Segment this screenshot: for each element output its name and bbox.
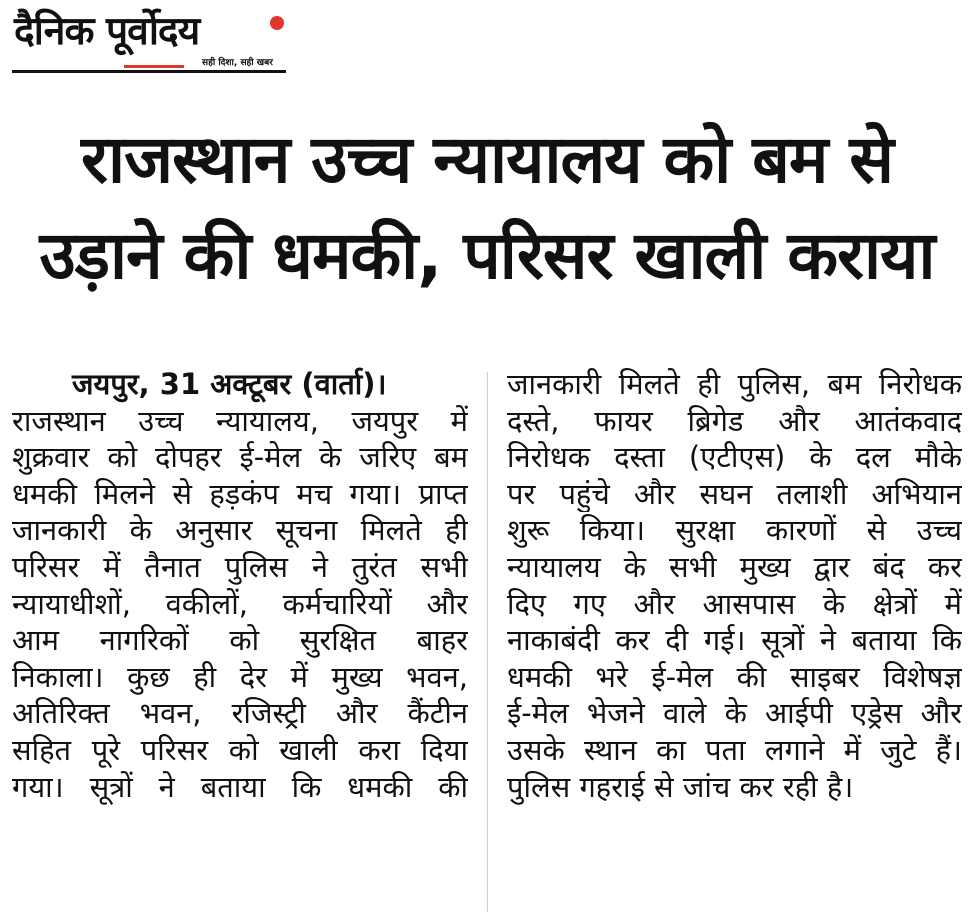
article-line: दिए गए और आसपास के क्षेत्रों में [507, 586, 962, 621]
article-line: निकाला। कुछ ही देर में मुख्य भवन, [12, 659, 468, 694]
article-line: जानकारी मिलते ही पुलिस, बम निरोधक [507, 367, 962, 401]
tagline-accent [124, 65, 184, 68]
article-line: ई-मेल भेजने वाले के आईपी एड्रेस और [507, 696, 962, 731]
article-line: धमकी भरे ई-मेल की साइबर विशेषज्ञ [507, 659, 962, 694]
article-line: न्यायालय के सभी मुख्य द्वार बंद कर [507, 549, 962, 584]
article-column-left [12, 366, 468, 805]
article-line: पुलिस गहराई से जांच कर रही है। [507, 769, 854, 804]
newspaper-logo: दैनिक पूर्वोदय [14, 9, 200, 54]
article-line: निरोधक दस्ता (एटीएस) के दल मौके [507, 440, 962, 475]
article-line: शुक्रवार को दोपहर ई-मेल के जरिए बम [12, 440, 468, 475]
column-divider [487, 372, 488, 912]
headline-line-1: राजस्थान उच्च न्यायालय को बम से [81, 121, 893, 198]
article-dateline: जयपुर, 31 अक्टूबर (वार्ता)। [72, 367, 387, 401]
article-line: आम नागरिकों को सुरक्षित बाहर [12, 623, 468, 658]
article-line: जानकारी के अनुसार सूचना मिलते ही [12, 513, 468, 548]
logo-dot-icon [270, 16, 284, 30]
article-line: परिसर में तैनात पुलिस ने तुरंत सभी [12, 549, 468, 584]
article-line: गया। सूत्रों ने बताया कि धमकी की [12, 769, 468, 804]
article-line: उसके स्थान का पता लगाने में जुटे हैं। [507, 732, 962, 767]
article-line: नाकाबंदी कर दी गई। सूत्रों ने बताया कि [507, 623, 962, 658]
article-column-right [507, 366, 962, 805]
masthead-rule [12, 70, 286, 73]
article-headline [0, 112, 974, 304]
article-line: सहित पूरे परिसर को खाली करा दिया [12, 732, 468, 767]
headline-line-2: उड़ाने की धमकी, परिसर खाली कराया [39, 217, 935, 294]
article-line: पर पहुंचे और सघन तलाशी अभियान [507, 476, 962, 511]
article-line: दस्ते, फायर ब्रिगेड और आतंकवाद [507, 403, 962, 438]
masthead-tagline: सही दिशा, सही खबर [202, 58, 273, 68]
masthead [12, 6, 286, 72]
article-line: न्यायाधीशों, वकीलों, कर्मचारियों और [12, 586, 468, 621]
article-line: अतिरिक्त भवन, रजिस्ट्री और कैंटीन [12, 696, 468, 731]
article-line: राजस्थान उच्च न्यायालय, जयपुर में [12, 403, 468, 438]
article-line: शुरू किया। सुरक्षा कारणों से उच्च [507, 513, 962, 548]
article-line: धमकी मिलने से हड़कंप मच गया। प्राप्त [12, 476, 468, 511]
